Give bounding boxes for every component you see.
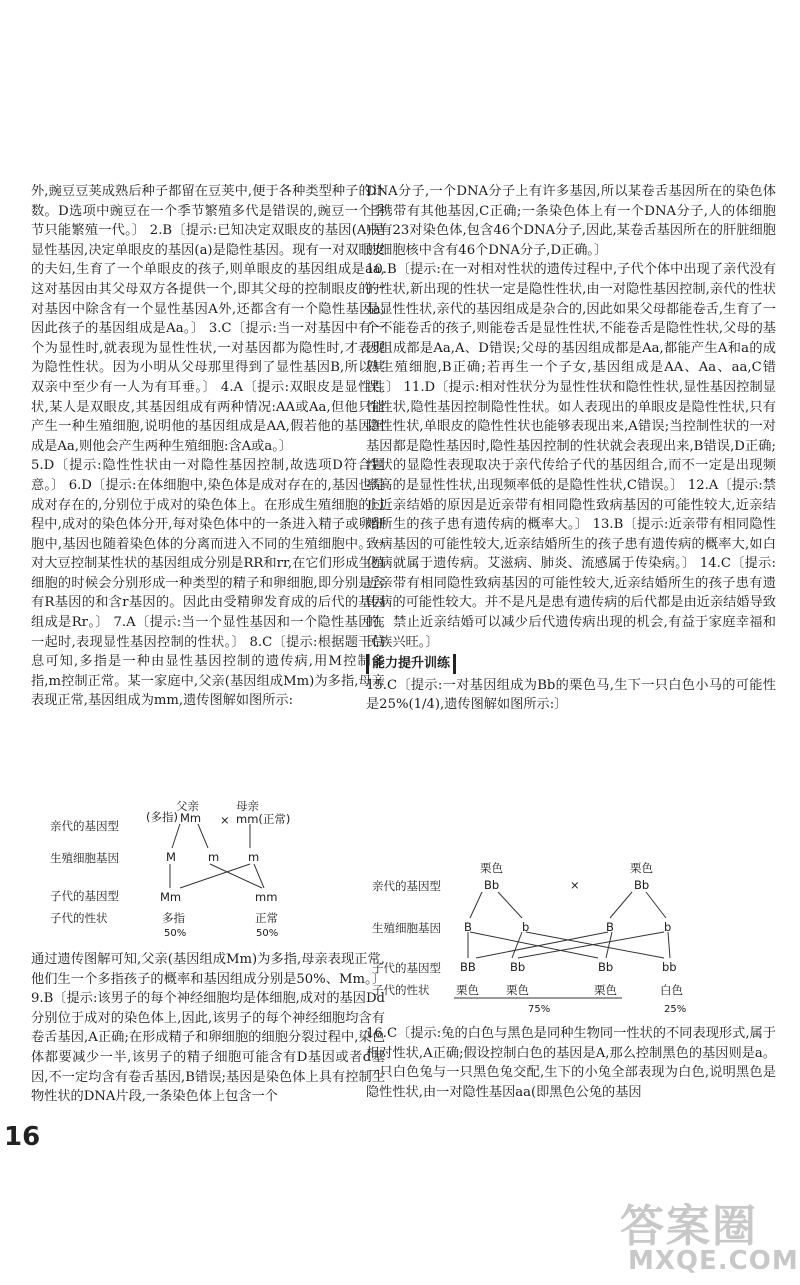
gamete: M: [166, 850, 176, 864]
left-column: [31, 182, 385, 711]
percent-label: 50%: [164, 928, 187, 939]
offspring-trait: 白色: [660, 983, 683, 997]
right-column: [366, 182, 776, 715]
row-label: 子代的基因型: [50, 889, 119, 903]
offspring-genotype: bb: [662, 960, 677, 974]
offspring-trait: 正常: [255, 911, 278, 925]
row-label: 生殖细胞基因: [372, 921, 441, 935]
section-heading: 能力提升训练: [366, 654, 456, 674]
gamete: b: [522, 920, 530, 934]
watermark-text-cn: 答案圈: [620, 1201, 758, 1252]
offspring-genotype: mm: [255, 890, 278, 904]
row-label: 子代的基因型: [372, 961, 441, 975]
answer-paragraph: 5.D〔提示:隐性性状由一对隐性基因控制,故选项D符合题意。〕 6.D〔提示:在体细胞中,染色体是成对存在的,基因也是成对存在的,分别位于成对的染色体上。在形成生殖细胞的过程中,成对的染色体分开,每对染色体中的一条进入精子或卵细胞中,基因也随着染色体的分离而进入不同的生殖细胞中。一对大豆控制某性状的基因组成分别是RR和rr,在它们形成生殖细胞的时候会分别形成一种类型的精子和卵细胞,即分别是含有R基因的和含r基因的。因此由受精卵发育成的后代的基因组成是Rr。〕 7.A〔提示:当一个显性基因和一个隐性基因在一起时,表现显性基因控制的性状。〕 8.C〔提示:根据题干信息可知,多指是一种由显性基因控制的遗传病,用M控制多指,m控制正常。某一家庭中,父亲(基因组成Mm)为多指,母亲表现正常,基因组成为mm,遗传图解如图所示:: [31, 458, 385, 709]
percent-label: 25%: [664, 1004, 687, 1015]
gamete: m: [208, 850, 220, 864]
row-label: 子代的性状: [372, 983, 430, 997]
offspring-trait: 栗色: [594, 983, 617, 997]
pedigree-diagram-polydactyly: [50, 800, 380, 948]
father-note: (多指): [146, 810, 178, 824]
mother-label: 母亲: [236, 799, 259, 813]
page-number: 16: [4, 1122, 41, 1152]
row-label: 生殖细胞基因: [50, 851, 119, 865]
parent-color: 栗色: [480, 861, 503, 875]
offspring-trait: 栗色: [456, 983, 479, 997]
offspring-genotype: Bb: [510, 960, 526, 974]
watermark-logo: [620, 1190, 799, 1280]
right-column-continued: [366, 1024, 776, 1102]
offspring-genotype: BB: [460, 960, 476, 974]
gamete: B: [464, 920, 472, 934]
row-label: 亲代的基因型: [372, 879, 441, 893]
offspring-genotype: Bb: [598, 960, 614, 974]
gamete: m: [248, 850, 260, 864]
gamete: B: [606, 920, 614, 934]
parent-genotype: Bb: [484, 878, 500, 892]
watermark-text-en: MXQE.COM: [628, 1246, 799, 1276]
answer-paragraph: 10.B〔提示:在一对相对性状的遗传过程中,子代个体中出现了亲代没有的性状,新出现的性状一定是隐性性状,由一对隐性基因控制,亲代的性状是显性性状,亲代的基因组成是杂合的,因此如果父母都能卷舌,生育了一个不能卷舌的孩子,则能卷舌是显性性状,不能卷舌是隐性性状,父母的基因组成都是Aa,A、D错误;父母的基因组成都是Aa,都能产生A和a的成熟生殖细胞,B正确;若再生一个子女,基因组成是AA、Aa、aa,C错误。〕 11.D〔提示:相对性状分为显性性状和隐性性状,显性基因控制显性性状,隐性基因控制隐性性状。如人表现出的单眼皮是隐性性状,只有隐性性状,单眼皮的隐性性状也能够表现出来,A错误;当控制性状的一对基因都是隐性基因时,隐性基因控制的性状就会表现出来,B错误,D正确;性状的显隐性表现取决于亲代传给子代的基因组合,而不一定是出现频率高的是显性性状,出现频率低的是隐性性状,C错误。〕 12.A〔提示:禁止近亲结婚的原因是近亲带有相同隐性致病基因的可能性较大,近亲结婚所生的孩子患有遗传病的概率大。〕 13.B〔提示:近亲带有相同隐性致病基因的可能性较大,近亲结婚所生的孩子患有遗传病的概率大,如白化病就属于遗传病。艾滋病、肺炎、流感属于传染病。〕 14.C〔提示:近亲带有相同隐性致病基因的可能性较大,近亲结婚所生的孩子患有遗传病的可能性较大。并不是凡是患有遗传病的后代都是由近亲结婚导致的。禁止近亲结婚可以减少后代遗传病出现的机会,有益于家庭幸福和民族兴旺。〕: [366, 262, 776, 650]
answer-paragraph: 外,豌豆豆荚成熟后种子都留在豆荚中,便于各种类型种子的计数。D选项中豌豆在一个季节繁殖多代是错误的,豌豆一个季节只能繁殖一代。〕 2.B〔提示:已知决定双眼皮的基因(A)是显性基因,决定单眼皮的基因(a)是隐性基因。现有一对双眼皮的夫妇,生育了一个单眼皮的孩子,则单眼皮的基因组成是aa,这对基因由其父母双方各提供一个,即其父母的控制眼皮的一对基因中除含有一个显性基因A外,还都含有一个隐性基因a,因此孩子的基因组成是Aa。〕 3.C〔提示:当一对基因中有一个为显性时,就表现为显性性状,一对基因都为隐性时,才表现为隐性性状。因为小明从父母那里得到了显性基因B,所以其双亲中至少有一人为有耳垂。〕 4.A〔提示:双眼皮是显性性状,某人是双眼皮,其基因组成有两种情况:AA或Aa,但他只能产生一种生殖细胞,说明他的基因组成是AA,假若他的基因组成是Aa,则他会产生两种生殖细胞:含A或a。〕: [31, 184, 385, 454]
gamete: b: [664, 920, 672, 934]
offspring-trait: 多指: [162, 911, 185, 925]
mother-genotype: mm(正常): [236, 812, 291, 826]
answer-paragraph: 通过遗传图解可知,父亲(基因组成Mm)为多指,母亲表现正常,他们生一个多指孩子的概率和基因组成分别是50%、Mm。〕 9.B〔提示:该男子的每个神经细胞均是体细胞,成对的基因Dd分别位于成对的染色体上,因此,该男子的每个神经细胞均含有卷舌基因,A正确;在形成精子和卵细胞的细胞分裂过程中,染色体都要减少一半,该男子的精子细胞可能含有D基因或者d基因,不一定均含有卷舌基因,B错误;基因是染色体上具有控制生物性状的DNA片段,一条染色体上包含一个: [31, 952, 385, 1105]
cross-symbol: ×: [570, 878, 580, 892]
pedigree-diagram-horse: [372, 862, 702, 1022]
percent-label: 75%: [528, 1004, 551, 1015]
father-genotype: Mm: [180, 811, 202, 825]
answer-paragraph: 15.C〔提示:一对基因组成为Bb的栗色马,生下一只白色小马的可能性是25%(1/4),遗传图解如图所示:〕: [366, 677, 776, 713]
answer-paragraph: 16.C〔提示:兔的白色与黑色是同种生物同一性状的不同表现形式,属于相对性状,A正确;假设控制白色的基因是A,那么控制黑色的基因则是a。一只白色兔与一只黑色兔交配,生下的小兔全部表现为白色,说明黑色是隐性性状,由一对隐性基因aa(即黑色公兔的基因: [366, 1026, 776, 1100]
left-column-continued: [31, 950, 385, 1107]
answer-paragraph: DNA分子,一个DNA分子上有许多基因,所以某卷舌基因所在的染色体上携带有其他基因,C正确;一条染色体上有一个DNA分子,人的体细胞中有23对染色体,包含46个DNA分子,因此,某卷舌基因所在的肝脏细胞的细胞核中含有46个DNA分子,D正确。〕: [366, 184, 776, 258]
row-label: 亲代的基因型: [50, 819, 119, 833]
row-label: 子代的性状: [50, 911, 108, 925]
cross-symbol: ×: [220, 813, 230, 827]
father-label: 父亲: [176, 799, 199, 813]
percent-label: 50%: [256, 928, 279, 939]
parent-color: 栗色: [630, 861, 653, 875]
offspring-trait: 栗色: [506, 983, 529, 997]
parent-genotype: Bb: [634, 878, 650, 892]
offspring-genotype: Mm: [160, 890, 182, 904]
